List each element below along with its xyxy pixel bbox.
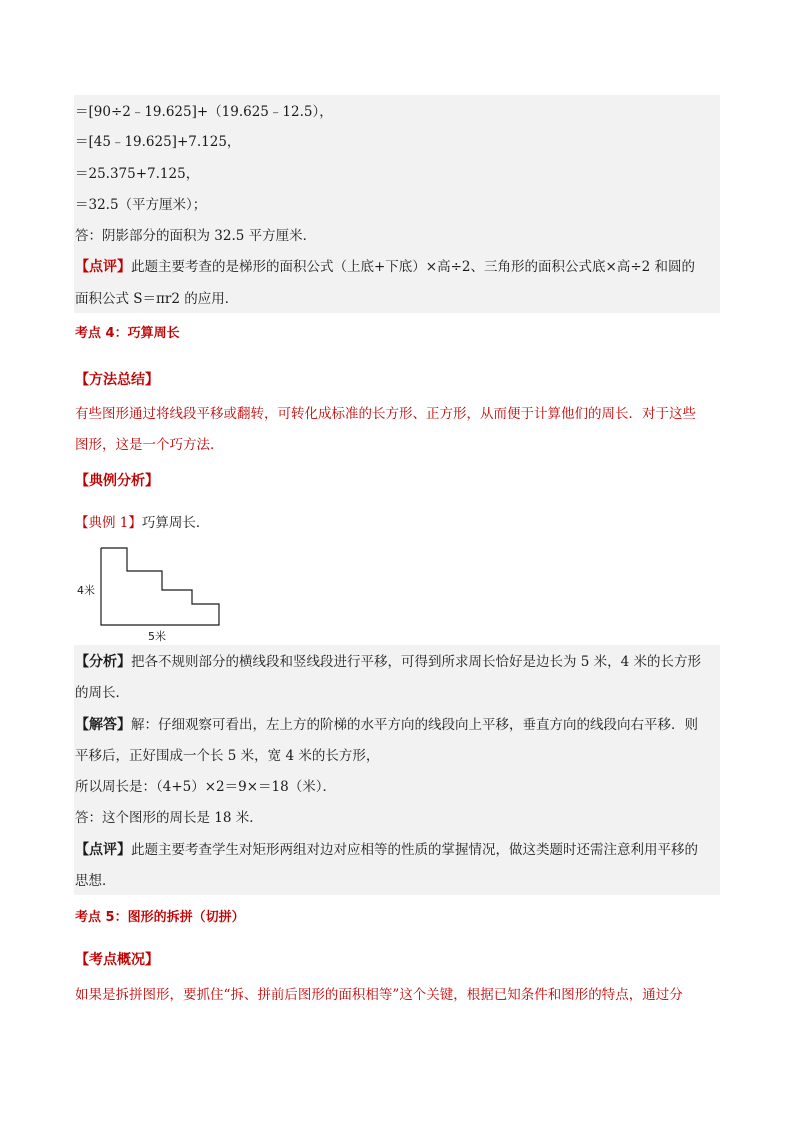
solution-text: 解：仔细观察可看出，左上方的阶梯的水平方向的线段向上平移，垂直方向的线段向右平移．则 xyxy=(131,717,698,733)
solution-line-4: 答：这个图形的周长是 18 米． xyxy=(75,810,263,826)
calc-line-2: ＝[45﹣19.625]+7.125， xyxy=(75,134,241,150)
method-line-2: 图形，这是一个巧方法． xyxy=(75,437,224,453)
solution-line-2: 平移后，正好围成一个长 5 米，宽 4 米的长方形， xyxy=(75,748,380,764)
comment-1-line-2: 面积公式 S＝πr2 的应用． xyxy=(75,291,239,307)
method-line-1: 有些图形通过将线段平移或翻转，可转化成标准的长方形、正方形，从而便于计算他们的周长．对于这些 xyxy=(75,406,696,422)
overview-post: 这个关键，根据已知条件和图形的特点，通过分 xyxy=(399,987,683,1003)
analysis-text: 把各不规则部分的横线段和竖线段进行平移，可得到所求周长恰好是边长为 5 米，4 米的长方形 xyxy=(131,654,702,670)
calc-line-4: ＝32.5（平方厘米）； xyxy=(75,197,207,213)
overview-quote: “拆、拼前后图形的面积相等” xyxy=(223,987,400,1003)
comment-1-line-1 xyxy=(75,257,695,277)
staircase-outline xyxy=(101,548,219,625)
solution-line-3: 所以周长是：（4+5）×2＝9×＝18（米）． xyxy=(75,779,336,795)
comment-2-line-1 xyxy=(75,840,698,860)
answer-1: 答：阴影部分的面积为 32.5 平方厘米． xyxy=(75,228,317,244)
staircase-figure xyxy=(74,540,234,645)
solution-line-1 xyxy=(75,715,698,735)
section-4-title: 考点 4：巧算周长 xyxy=(75,326,180,341)
calc-line-1: ＝[90÷2﹣19.625]+（19.625﹣12.5）， xyxy=(75,104,333,120)
calc-line-3: ＝25.375+7.125， xyxy=(75,166,200,182)
comment-1-text: 此题主要考查的是梯形的面积公式（上底+下底）×高÷2、三角形的面积公式底×高÷2 和圆的 xyxy=(131,259,696,275)
analysis-tag: 【分析】 xyxy=(75,654,131,670)
example-1-tag: 【典例 1】 xyxy=(75,515,142,531)
comment-2-tag: 【点评】 xyxy=(75,842,131,858)
example-1-text: 巧算周长． xyxy=(141,515,210,531)
section-5-title: 考点 5：图形的拆拼（切拼） xyxy=(75,910,245,925)
comment-2-text: 此题主要考查学生对矩形两组对边对应相等的性质的掌握情况，做这类题时还需注意利用平移的 xyxy=(131,842,698,858)
example-heading: 【典例分析】 xyxy=(75,473,159,489)
analysis-line-2: 的周长． xyxy=(75,685,129,701)
height-label: 4米 xyxy=(77,584,95,597)
comment-2-line-2: 思想． xyxy=(75,873,116,889)
comment-1-tag: 【点评】 xyxy=(75,259,131,275)
overview-pre: 如果是拆拼图形，要抓住 xyxy=(75,987,224,1003)
method-heading: 【方法总结】 xyxy=(75,372,159,388)
example-1 xyxy=(75,513,209,533)
overview-heading: 【考点概况】 xyxy=(75,952,159,968)
solution-tag: 【解答】 xyxy=(75,717,131,733)
width-label: 5米 xyxy=(148,630,166,643)
analysis-line-1 xyxy=(75,652,701,672)
overview-line-1 xyxy=(75,985,683,1005)
